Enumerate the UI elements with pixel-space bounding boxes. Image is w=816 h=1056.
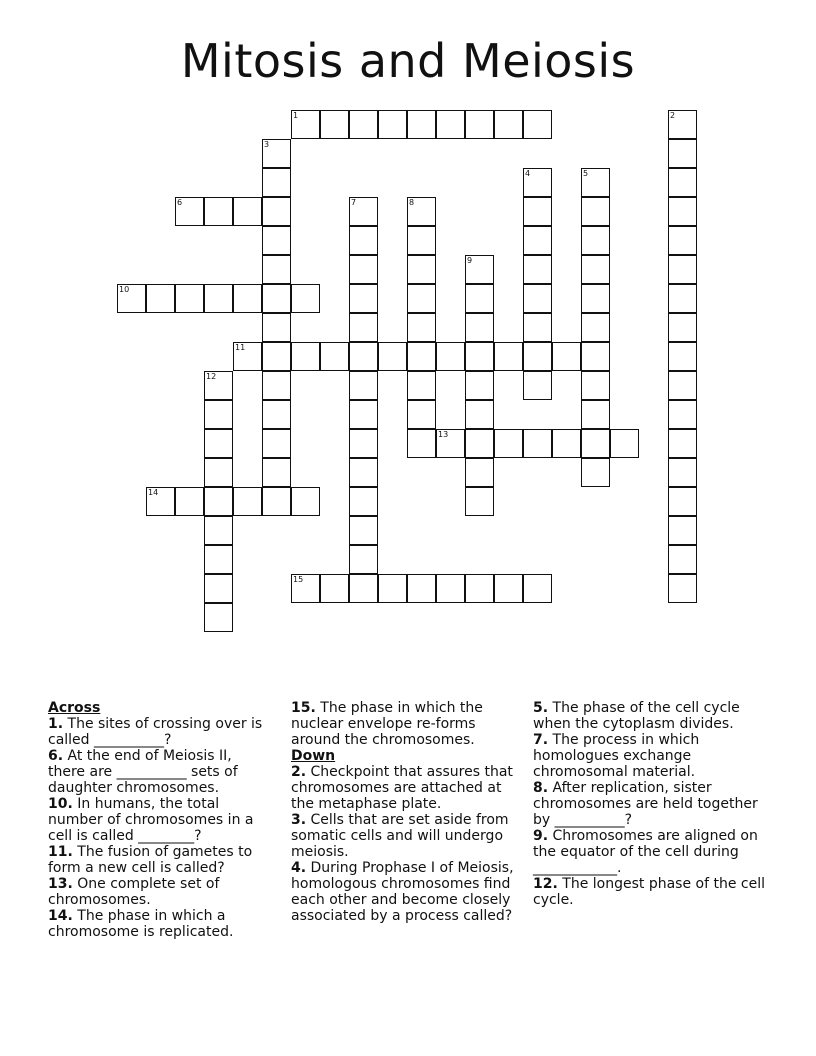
cell-number: 14 xyxy=(148,488,159,497)
grid-cell[interactable] xyxy=(291,284,320,313)
grid-cell[interactable] xyxy=(407,342,436,371)
grid-cell[interactable] xyxy=(465,458,494,487)
grid-cell[interactable] xyxy=(668,371,697,400)
grid-cell[interactable] xyxy=(378,342,407,371)
clue-across-13 xyxy=(48,876,273,908)
grid-cell[interactable] xyxy=(349,110,378,139)
clue-number: 3. xyxy=(291,812,307,828)
clue-text: The sites of crossing over is called __________? xyxy=(48,716,263,748)
grid-cell[interactable] xyxy=(465,400,494,429)
grid-cell[interactable] xyxy=(349,313,378,342)
grid-cell[interactable] xyxy=(436,342,465,371)
grid-cell[interactable] xyxy=(320,574,349,603)
grid-cell[interactable] xyxy=(581,313,610,342)
grid-cell[interactable] xyxy=(262,313,291,342)
grid-cell[interactable] xyxy=(349,371,378,400)
grid-cell[interactable] xyxy=(233,342,262,371)
grid-cell[interactable] xyxy=(668,429,697,458)
cell-number: 8 xyxy=(409,198,415,207)
clue-text: One complete set of chromosomes. xyxy=(48,876,220,908)
grid-cell[interactable] xyxy=(668,574,697,603)
clue-number: 1. xyxy=(48,716,64,732)
grid-cell[interactable] xyxy=(523,342,552,371)
grid-cell[interactable] xyxy=(465,487,494,516)
clue-down-2 xyxy=(291,764,523,812)
grid-cell[interactable] xyxy=(610,429,639,458)
clue-number: 6. xyxy=(48,748,64,764)
grid-cell[interactable] xyxy=(523,429,552,458)
grid-cell[interactable] xyxy=(668,139,697,168)
clue-text: The phase of the cell cycle when the cytoplasm divides. xyxy=(533,700,740,732)
grid-cell[interactable] xyxy=(349,226,378,255)
grid-cell[interactable] xyxy=(436,574,465,603)
clue-number: 7. xyxy=(533,732,549,748)
grid-cell[interactable] xyxy=(204,371,233,400)
down-header: Down xyxy=(291,748,336,764)
grid-cell[interactable] xyxy=(204,284,233,313)
grid-cell[interactable] xyxy=(262,139,291,168)
clue-across-10 xyxy=(48,796,273,844)
grid-cell[interactable] xyxy=(146,487,175,516)
grid-cell[interactable] xyxy=(349,574,378,603)
grid-cell[interactable] xyxy=(668,197,697,226)
grid-cell[interactable] xyxy=(465,371,494,400)
grid-cell[interactable] xyxy=(146,284,175,313)
clue-number: 8. xyxy=(533,780,549,796)
clue-text: During Prophase I of Meiosis, homologous chromosomes find each other and become closely associated by a process called? xyxy=(291,860,514,924)
grid-cell[interactable] xyxy=(668,400,697,429)
grid-cell[interactable] xyxy=(523,168,552,197)
grid-cell[interactable] xyxy=(465,255,494,284)
grid-cell[interactable] xyxy=(291,487,320,516)
grid-cell[interactable] xyxy=(349,400,378,429)
clue-text: Chromosomes are aligned on the equator of the cell during ____________. xyxy=(533,828,758,876)
clue-number: 14. xyxy=(48,908,73,924)
grid-cell[interactable] xyxy=(668,487,697,516)
grid-cell[interactable] xyxy=(407,284,436,313)
clue-text: Cells that are set aside from somatic cells and will undergo meiosis. xyxy=(291,812,509,860)
clue-number: 10. xyxy=(48,796,73,812)
clues-section xyxy=(0,700,816,1040)
clue-down-4 xyxy=(291,860,523,924)
grid-cell[interactable] xyxy=(668,226,697,255)
grid-cell[interactable] xyxy=(523,574,552,603)
grid-cell[interactable] xyxy=(262,458,291,487)
grid-cell[interactable] xyxy=(262,342,291,371)
grid-cell[interactable] xyxy=(175,197,204,226)
grid-cell[interactable] xyxy=(523,313,552,342)
grid-cell[interactable] xyxy=(233,197,262,226)
grid-cell[interactable] xyxy=(668,313,697,342)
grid-cell[interactable] xyxy=(581,255,610,284)
grid-cell[interactable] xyxy=(407,574,436,603)
grid-cell[interactable] xyxy=(349,284,378,313)
grid-cell[interactable] xyxy=(204,603,233,632)
clues-column-2 xyxy=(291,700,523,924)
cell-number: 11 xyxy=(235,343,246,352)
grid-cell[interactable] xyxy=(581,400,610,429)
grid-cell[interactable] xyxy=(233,284,262,313)
grid-cell[interactable] xyxy=(494,429,523,458)
grid-cell[interactable] xyxy=(668,168,697,197)
cell-number: 10 xyxy=(119,285,130,294)
grid-cell[interactable] xyxy=(262,226,291,255)
grid-cell[interactable] xyxy=(668,545,697,574)
grid-cell[interactable] xyxy=(407,313,436,342)
grid-cell[interactable] xyxy=(320,110,349,139)
clue-across-1 xyxy=(48,716,273,748)
grid-cell[interactable] xyxy=(349,458,378,487)
grid-cell[interactable] xyxy=(262,168,291,197)
clue-text: The phase in which the nuclear envelope re-forms around the chromosomes. xyxy=(291,700,483,748)
grid-cell[interactable] xyxy=(204,487,233,516)
grid-cell[interactable] xyxy=(581,342,610,371)
grid-cell[interactable] xyxy=(668,284,697,313)
grid-cell[interactable] xyxy=(581,284,610,313)
grid-cell[interactable] xyxy=(668,458,697,487)
cell-number: 5 xyxy=(583,169,589,178)
grid-cell[interactable] xyxy=(204,429,233,458)
cell-number: 4 xyxy=(525,169,531,178)
grid-cell[interactable] xyxy=(407,110,436,139)
cell-number: 3 xyxy=(264,140,270,149)
grid-cell[interactable] xyxy=(204,458,233,487)
clue-text: Checkpoint that assures that chromosomes are attached at the metaphase plate. xyxy=(291,764,513,812)
grid-cell[interactable] xyxy=(465,342,494,371)
clue-text: The phase in which a chromosome is replicated. xyxy=(48,908,234,940)
clue-number: 9. xyxy=(533,828,549,844)
cell-number: 1 xyxy=(293,111,299,120)
grid-cell[interactable] xyxy=(523,284,552,313)
grid-cell[interactable] xyxy=(494,110,523,139)
grid-cell[interactable] xyxy=(349,487,378,516)
grid-cell[interactable] xyxy=(291,574,320,603)
cell-number: 9 xyxy=(467,256,473,265)
clue-down-9 xyxy=(533,828,773,876)
grid-cell[interactable] xyxy=(465,313,494,342)
grid-cell[interactable] xyxy=(349,342,378,371)
clue-across-15 xyxy=(291,700,523,748)
grid-cell[interactable] xyxy=(407,226,436,255)
clue-down-12 xyxy=(533,876,773,908)
grid-cell[interactable] xyxy=(204,574,233,603)
clue-down-5 xyxy=(533,700,773,732)
grid-cell[interactable] xyxy=(378,110,407,139)
clue-number: 13. xyxy=(48,876,73,892)
grid-cell[interactable] xyxy=(436,110,465,139)
grid-cell[interactable] xyxy=(378,574,407,603)
grid-cell[interactable] xyxy=(523,255,552,284)
grid-cell[interactable] xyxy=(204,545,233,574)
grid-cell[interactable] xyxy=(465,284,494,313)
grid-cell[interactable] xyxy=(204,400,233,429)
clue-number: 15. xyxy=(291,700,316,716)
grid-cell[interactable] xyxy=(581,226,610,255)
cell-number: 13 xyxy=(438,430,449,439)
clue-text: At the end of Meiosis II, there are __________ sets of daughter chromosomes. xyxy=(48,748,238,796)
across-header: Across xyxy=(48,700,101,716)
clue-text: In humans, the total number of chromosomes in a cell is called ________? xyxy=(48,796,254,844)
grid-cell[interactable] xyxy=(262,400,291,429)
grid-cell[interactable] xyxy=(204,197,233,226)
grid-cell[interactable] xyxy=(407,255,436,284)
grid-cell[interactable] xyxy=(465,574,494,603)
clue-number: 2. xyxy=(291,764,307,780)
grid-cell[interactable] xyxy=(175,284,204,313)
grid-cell[interactable] xyxy=(581,197,610,226)
grid-cell[interactable] xyxy=(523,110,552,139)
grid-cell[interactable] xyxy=(262,487,291,516)
grid-cell[interactable] xyxy=(523,226,552,255)
grid-cell[interactable] xyxy=(262,429,291,458)
grid-cell[interactable] xyxy=(668,516,697,545)
clues-column-3 xyxy=(533,700,773,908)
grid-cell[interactable] xyxy=(407,429,436,458)
grid-cell[interactable] xyxy=(262,284,291,313)
cell-number: 2 xyxy=(670,111,676,120)
clue-text: The process in which homologues exchange chromosomal material. xyxy=(533,732,700,780)
grid-cell[interactable] xyxy=(291,342,320,371)
grid-cell[interactable] xyxy=(581,458,610,487)
grid-cell[interactable] xyxy=(262,255,291,284)
clue-down-3 xyxy=(291,812,523,860)
grid-cell[interactable] xyxy=(668,110,697,139)
clue-across-6 xyxy=(48,748,273,796)
clue-down-8 xyxy=(533,780,773,828)
grid-cell[interactable] xyxy=(349,429,378,458)
grid-cell[interactable] xyxy=(175,487,204,516)
grid-cell[interactable] xyxy=(494,574,523,603)
cell-number: 15 xyxy=(293,575,304,584)
grid-cell[interactable] xyxy=(262,197,291,226)
grid-cell[interactable] xyxy=(581,371,610,400)
clue-down-7 xyxy=(533,732,773,780)
grid-cell[interactable] xyxy=(581,168,610,197)
grid-cell[interactable] xyxy=(581,429,610,458)
grid-cell[interactable] xyxy=(291,110,320,139)
grid-cell[interactable] xyxy=(668,342,697,371)
grid-cell[interactable] xyxy=(407,400,436,429)
grid-cell[interactable] xyxy=(436,429,465,458)
cell-number: 7 xyxy=(351,198,357,207)
page-title: Mitosis and Meiosis xyxy=(180,34,636,88)
grid-cell[interactable] xyxy=(349,197,378,226)
clue-text: After replication, sister chromosomes are held together by __________? xyxy=(533,780,758,828)
clue-number: 5. xyxy=(533,700,549,716)
grid-cell[interactable] xyxy=(349,516,378,545)
grid-cell[interactable] xyxy=(320,342,349,371)
grid-cell[interactable] xyxy=(407,371,436,400)
cell-number: 12 xyxy=(206,372,217,381)
clue-text: The longest phase of the cell cycle. xyxy=(533,876,765,908)
grid-cell[interactable] xyxy=(523,371,552,400)
clue-number: 4. xyxy=(291,860,307,876)
grid-cell[interactable] xyxy=(523,197,552,226)
clue-text: The fusion of gametes to form a new cell is called? xyxy=(48,844,253,876)
clue-across-11 xyxy=(48,844,273,876)
clue-number: 12. xyxy=(533,876,558,892)
grid-cell[interactable] xyxy=(349,255,378,284)
grid-cell[interactable] xyxy=(465,110,494,139)
cell-number: 6 xyxy=(177,198,183,207)
grid-cell[interactable] xyxy=(349,545,378,574)
grid-cell[interactable] xyxy=(204,516,233,545)
grid-cell[interactable] xyxy=(233,487,262,516)
grid-cell[interactable] xyxy=(552,429,581,458)
clues-column-1 xyxy=(48,700,273,940)
grid-cell[interactable] xyxy=(465,429,494,458)
clue-across-14 xyxy=(48,908,273,940)
grid-cell[interactable] xyxy=(262,371,291,400)
grid-cell[interactable] xyxy=(117,284,146,313)
grid-cell[interactable] xyxy=(407,197,436,226)
grid-cell[interactable] xyxy=(494,342,523,371)
clue-number: 11. xyxy=(48,844,73,860)
grid-cell[interactable] xyxy=(552,342,581,371)
grid-cell[interactable] xyxy=(668,255,697,284)
